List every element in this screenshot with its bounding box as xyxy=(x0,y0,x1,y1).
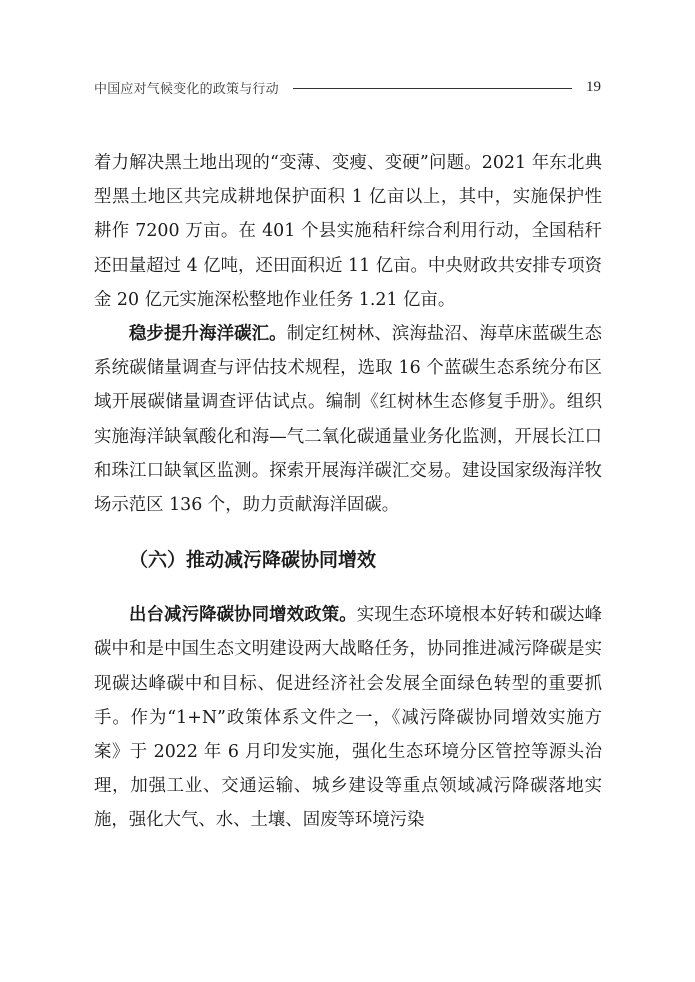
page-number: 19 xyxy=(586,78,601,95)
header-rule xyxy=(293,88,572,89)
paragraph-text: 制定红树林、滨海盐沼、海草床蓝碳生态系统碳储量调查与评估技术规程，选取 16 个蓝碳生态系统分布区域开展碳储量调查评估试点。编制《红树林生态修复手册》。组织实施海洋缺氧酸化和海—气二氧化碳通量业务化监测，开展长江口和珠江口缺氧区监测。探索开展海洋碳汇交易。建设国家级海洋牧场示范区 136 个，助力贡献海洋固碳。 xyxy=(94,324,602,516)
paragraph-lead: 稳步提升海洋碳汇。 xyxy=(129,324,287,345)
header-title: 中国应对气候变化的政策与行动 xyxy=(94,81,279,97)
paragraph-lead: 出台减污降碳协同增效政策。 xyxy=(129,605,357,626)
paragraph-ocean-carbon-sink xyxy=(94,317,602,522)
paragraph-text: 着力解决黑土地出现的“变薄、变瘦、变硬”问题。2021 年东北典型黑土地区共完成耕地保护面积 1 亿亩以上，其中，实施保护性耕作 7200 万亩。在 401 个县实施秸秆综合利用行动，全国秸秆还田量超过 4 亿吨，还田面积近 11 亿亩。中央财政共安排专项资金 20 亿元实施深松整地作业任务 1.21 亿亩。 xyxy=(94,153,602,310)
running-header xyxy=(94,76,601,98)
paragraph-black-soil xyxy=(94,146,602,317)
body-text xyxy=(94,146,602,838)
paragraph-pollution-carbon-policy xyxy=(94,598,602,837)
paragraph-text: 实现生态环境根本好转和碳达峰碳中和是中国生态文明建设两大战略任务，协同推进减污降碳是实现碳达峰碳中和目标、促进经济社会发展全面绿色转型的重要抓手。作为“1+N”政策体系文件之一，《减污降碳协同增效实施方案》于 2022 年 6 月印发实施，强化生态环境分区管控等源头治理，加强工业、交通运输、城乡建设等重点领域减污降碳落地实施，强化大气、水、土壤、固废等环境污染 xyxy=(94,605,602,831)
section-heading: （六）推动减污降碳协同增效 xyxy=(129,549,377,572)
